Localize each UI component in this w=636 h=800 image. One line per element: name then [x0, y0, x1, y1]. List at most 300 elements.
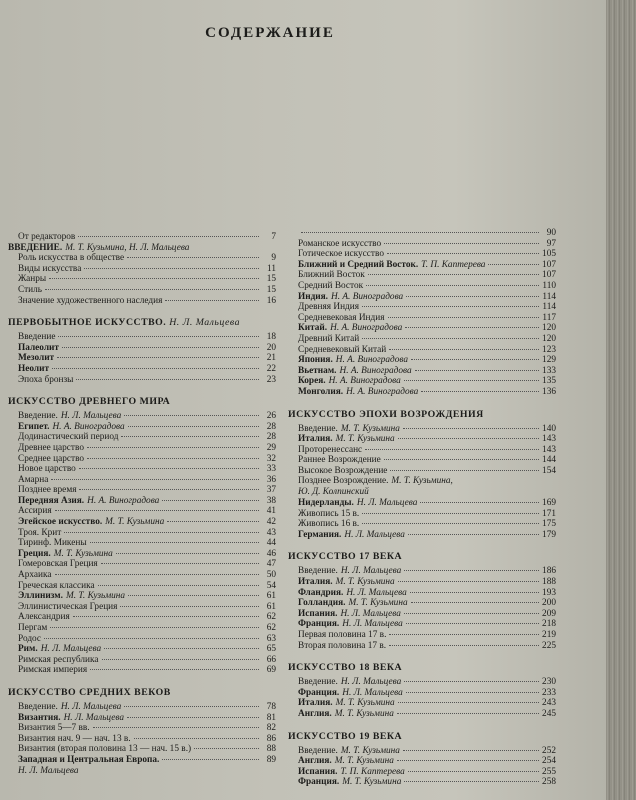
toc-entry-title: Введение. — [298, 423, 338, 434]
toc-entry — [288, 619, 556, 630]
toc-entry-title: Эгейское искусство. — [18, 517, 103, 528]
toc-entry — [8, 655, 276, 666]
toc-entry-title: Нидерланды. — [298, 498, 354, 509]
section-heading-text: ИСКУССТВО 19 ВЕКА — [288, 730, 403, 742]
toc-entry — [8, 713, 276, 724]
dot-leader — [362, 338, 539, 339]
dot-leader — [73, 616, 259, 617]
toc-entry-title: Родос — [18, 633, 42, 644]
toc-page-number: 233 — [542, 687, 556, 698]
toc-entry — [8, 506, 276, 517]
toc-entry-author: М. Т. Кузьмина — [334, 708, 394, 719]
toc-entry-title: Романское искусство — [298, 238, 382, 249]
dot-leader — [404, 781, 539, 782]
dot-leader — [44, 638, 259, 639]
toc-page-number: 15 — [266, 284, 276, 295]
toc-entry — [288, 355, 556, 366]
toc-entry — [8, 264, 276, 275]
section-heading-text: ИСКУССТВО ЭПОХИ ВОЗРОЖДЕНИЯ — [288, 408, 484, 420]
toc-entry-title: Новое царство — [18, 464, 76, 475]
toc-entry-title: От редакторов — [18, 232, 76, 242]
toc-entry — [8, 581, 276, 592]
toc-page-number: 81 — [266, 712, 276, 723]
toc-page-number: 37 — [266, 485, 276, 496]
dot-leader — [51, 479, 259, 480]
toc-entry — [288, 698, 556, 709]
toc-page-number: 245 — [542, 708, 556, 719]
toc-page-number: 107 — [542, 270, 556, 281]
toc-page-number: 41 — [266, 506, 276, 517]
toc-entry-title: Введение. — [298, 745, 338, 756]
toc-entry-title: Древний Китай — [298, 333, 360, 344]
toc-entry — [288, 334, 556, 345]
toc-entry — [288, 677, 556, 688]
toc-entry — [288, 709, 556, 720]
dot-leader — [411, 602, 539, 603]
dot-leader — [90, 542, 259, 543]
toc-entry-title: Палеолит — [18, 342, 59, 353]
toc-entry-title: Римская республика — [18, 654, 99, 665]
toc-page-number: 78 — [266, 701, 276, 712]
dot-leader — [405, 327, 539, 328]
dot-leader — [415, 370, 539, 371]
toc-entry-title: Позднее Возрождение. — [298, 476, 389, 487]
toc-entry-author: Н. Л. Мальцева — [60, 701, 122, 712]
dot-leader — [398, 702, 539, 703]
toc-entry-title: Средневековый Китай — [298, 344, 387, 355]
toc-page-number: 18 — [266, 332, 276, 343]
toc-page-number: 133 — [542, 365, 556, 376]
toc-entry — [8, 612, 276, 623]
dot-leader — [127, 717, 259, 718]
dot-leader — [421, 391, 539, 392]
toc-page-number: 61 — [266, 591, 276, 602]
toc-page-number: 143 — [542, 434, 556, 445]
dot-leader — [102, 659, 259, 660]
toc-entry — [8, 591, 276, 602]
toc-entry — [8, 375, 276, 386]
toc-entry — [8, 623, 276, 634]
dot-leader — [368, 274, 539, 275]
dot-leader — [116, 553, 259, 554]
toc-page-number: 43 — [266, 527, 276, 538]
toc-page-number: 47 — [266, 559, 276, 570]
dot-leader — [90, 669, 259, 670]
toc-page-number: 44 — [266, 538, 276, 549]
toc-page-number: 36 — [266, 474, 276, 485]
toc-entry-author: Н. Л. Мальцева — [340, 566, 402, 577]
toc-entry — [288, 566, 556, 577]
dot-leader — [98, 585, 259, 586]
toc-entry — [288, 249, 556, 260]
toc-entry-author: Н. Л. Мальцева — [340, 608, 401, 619]
toc-section-heading — [288, 662, 556, 673]
toc-page-number: 89 — [266, 754, 276, 765]
toc-entry-author: Т. П. Каптерева — [340, 766, 405, 777]
toc-entry-author: Н. А. Виноградова — [330, 323, 403, 334]
toc-section-heading — [8, 317, 276, 328]
toc-page-number: 90 — [546, 228, 556, 238]
dot-leader — [406, 296, 539, 297]
toc-entry — [288, 588, 556, 599]
toc-page-number: 123 — [542, 344, 556, 355]
toc-section-heading — [288, 731, 556, 742]
dot-leader — [420, 502, 539, 503]
toc-entry — [288, 498, 556, 509]
toc-entry-author: Н. Л. Мальцева — [63, 712, 125, 723]
toc-entry-title: Живопись 16 в. — [298, 519, 360, 530]
dot-leader — [128, 595, 259, 596]
toc-entry-author: М. Т. Кузьмина — [53, 548, 113, 559]
toc-entry-author: Н. Л. Мальцева — [342, 619, 403, 630]
toc-entry-title: Франция. — [298, 619, 340, 630]
dot-leader — [124, 706, 259, 707]
toc-entry-title: Первая половина 17 в. — [298, 630, 387, 640]
dot-leader — [398, 581, 539, 582]
dot-leader — [127, 257, 259, 258]
toc-entry — [8, 734, 276, 745]
toc-entry-title: Византия нач. 9 — нач. 13 в. — [18, 733, 131, 744]
toc-entry-author: М. Т. Кузьмина — [340, 423, 400, 434]
toc-entry-title: Позднее время — [18, 485, 77, 496]
toc-entry — [8, 411, 276, 422]
toc-entry-title: Италия. — [298, 698, 333, 709]
dot-leader — [387, 253, 539, 254]
toc-page-number: 50 — [266, 570, 276, 581]
toc-entry-title: Ближний и Средний Восток. — [298, 259, 419, 270]
toc-entry-title: Пергам — [18, 623, 48, 633]
toc-entry — [8, 559, 276, 570]
toc-page-number: 82 — [266, 723, 276, 734]
toc-entry — [8, 432, 276, 443]
toc-entry — [8, 332, 276, 343]
toc-entry-title: Корея. — [298, 376, 326, 387]
dot-leader — [404, 380, 539, 381]
dot-leader — [62, 347, 259, 348]
dot-leader — [397, 760, 539, 761]
toc-page-number: 63 — [266, 633, 276, 644]
toc-page-number: 88 — [266, 744, 276, 755]
toc-entry-author: Н. Л. Мальцева — [346, 587, 407, 598]
toc-entry — [288, 424, 556, 435]
toc-entry-author: Н. Л. Мальцева — [344, 529, 405, 540]
toc-entry — [288, 630, 556, 641]
toc-entry — [8, 517, 276, 528]
toc-page-number: 38 — [266, 495, 276, 506]
toc-page-number: 110 — [542, 280, 556, 291]
toc-entry — [8, 285, 276, 296]
toc-page-number: 255 — [542, 766, 556, 777]
toc-entry-title: Введение. — [18, 701, 58, 712]
toc-entry-title: Ближний Восток — [298, 270, 365, 281]
dot-leader — [79, 468, 259, 469]
dot-leader — [388, 317, 539, 318]
toc-entry — [8, 644, 276, 655]
toc-entry — [288, 641, 556, 652]
toc-entry — [288, 260, 556, 271]
toc-entry-title: Введение — [18, 332, 56, 343]
section-heading-author: Н. Л. Мальцева — [169, 317, 240, 329]
toc-entry — [288, 756, 556, 767]
toc-page-number: 21 — [266, 353, 276, 364]
dot-leader — [52, 368, 259, 369]
toc-entry-title: Англия. — [298, 756, 332, 767]
toc-entry — [8, 232, 276, 243]
toc-entry-author: Н. А. Виноградова — [346, 386, 419, 397]
toc-entry-title: Эллинистическая Греция — [18, 601, 118, 612]
toc-entry — [288, 598, 556, 609]
toc-page-number: 154 — [542, 465, 556, 476]
toc-entry — [8, 464, 276, 475]
page-title: СОДЕРЖАНИЕ — [205, 25, 335, 41]
toc-entry-title: Япония. — [298, 355, 333, 366]
toc-page-number: 120 — [542, 333, 556, 344]
toc-entry-title: Роль искусства в обществе — [18, 253, 125, 264]
toc-page-number: 143 — [542, 444, 556, 455]
toc-entry — [288, 688, 556, 699]
toc-page-number: 54 — [266, 580, 276, 591]
dot-leader — [57, 357, 259, 358]
toc-entry-author: Н. А. Виноградова — [328, 376, 401, 387]
toc-right-column — [288, 228, 556, 788]
toc-entry-title: Виды искусства — [18, 263, 82, 274]
toc-entry — [8, 454, 276, 465]
dot-leader — [120, 606, 259, 607]
toc-entry-title: Троя. Крит — [18, 527, 62, 538]
dot-leader — [121, 436, 259, 437]
dot-leader — [398, 438, 539, 439]
section-heading-text: ИСКУССТВО 17 ВЕКА — [288, 551, 403, 563]
toc-entry-author: М. Т. Кузьмина — [340, 745, 400, 756]
dot-leader — [365, 449, 539, 450]
toc-entry — [288, 239, 556, 250]
toc-entry-title: ВВЕДЕНИЕ. — [8, 242, 63, 253]
toc-entry-title: Значение художественного наследия — [18, 295, 163, 306]
toc-entry — [288, 476, 556, 487]
toc-entry-title: Средний Восток — [298, 280, 364, 291]
toc-page-number: 16 — [266, 295, 276, 306]
toc-entry-title: Древнее царство — [18, 442, 84, 453]
dot-leader — [410, 592, 539, 593]
toc-page-number: 42 — [266, 517, 276, 528]
toc-entry-author: М. Т. Кузьмина — [334, 756, 394, 767]
dot-leader — [104, 648, 259, 649]
toc-entry-title: Греческая классика — [18, 580, 95, 591]
toc-entry-title: Александрия — [18, 612, 70, 623]
dot-leader — [162, 759, 259, 760]
toc-entry-author: Н. А. Виноградова — [331, 291, 404, 302]
toc-page-number: 175 — [542, 519, 556, 530]
toc-page-number: 169 — [542, 498, 556, 509]
toc-page-number: 243 — [542, 698, 556, 709]
page-edge — [606, 0, 636, 800]
dot-leader — [389, 349, 539, 350]
dot-leader — [64, 532, 259, 533]
dot-leader — [128, 426, 259, 427]
dot-leader — [406, 692, 539, 693]
toc-entry-title: Италия. — [298, 434, 333, 445]
toc-entry — [288, 519, 556, 530]
toc-entry-title: Передняя Азия. — [18, 495, 85, 506]
toc-entry — [288, 509, 556, 520]
toc-entry — [8, 296, 276, 307]
toc-entry-author: Ю. Д. Колпинский — [298, 487, 369, 498]
toc-entry — [8, 496, 276, 507]
section-heading-text: ИСКУССТВО ДРЕВНЕГО МИРА — [8, 396, 171, 408]
dot-leader — [78, 236, 259, 237]
dot-leader — [167, 521, 259, 522]
toc-entry — [8, 485, 276, 496]
toc-entry-title: Монголия. — [298, 386, 344, 397]
toc-entry — [8, 602, 276, 613]
toc-entry-title: Византия. — [18, 712, 61, 723]
toc-section-heading — [288, 409, 556, 420]
toc-entry — [8, 243, 276, 254]
toc-entry-title: Вьетнам. — [298, 365, 337, 376]
dot-leader — [45, 289, 259, 290]
toc-page-number: 120 — [542, 323, 556, 334]
toc-entry-author: Н. Л. Мальцева — [356, 498, 418, 509]
toc-entry-author: М. Т. Кузьмина, — [391, 476, 453, 487]
toc-entry — [288, 455, 556, 466]
section-heading-text: ИСКУССТВО СРЕДНИХ ВЕКОВ — [8, 686, 171, 698]
toc-page-number: 258 — [542, 777, 556, 788]
toc-entry-title: Жанры — [18, 274, 47, 285]
toc-entry — [8, 343, 276, 354]
toc-entry — [288, 345, 556, 356]
dot-leader — [408, 534, 539, 535]
dot-leader — [411, 359, 539, 360]
toc-entry — [288, 746, 556, 757]
toc-left-column — [8, 232, 276, 777]
toc-entry — [8, 422, 276, 433]
toc-entry-title: Готическое искусство — [298, 249, 384, 260]
toc-entry-title: Византия (вторая половина 13 — нач. 15 в.) — [18, 744, 192, 755]
dot-leader — [408, 771, 539, 772]
toc-entry-title: Гомеровская Греция — [18, 559, 98, 570]
toc-entry — [288, 387, 556, 398]
toc-page-number: 171 — [542, 508, 556, 519]
toc-page-number: 7 — [271, 232, 276, 242]
dot-leader — [93, 727, 259, 728]
toc-entry — [8, 253, 276, 264]
toc-page-number: 66 — [266, 654, 276, 665]
toc-page-number: 193 — [542, 587, 556, 598]
toc-entry-title: Введение. — [298, 677, 338, 688]
toc-page-number: 114 — [542, 302, 556, 313]
toc-entry-title: Живопись 15 в. — [298, 508, 360, 519]
toc-entry — [288, 270, 556, 281]
dot-leader — [362, 513, 539, 514]
toc-page-number: 11 — [267, 263, 276, 274]
dot-leader — [87, 447, 259, 448]
toc-entry-continuation — [8, 766, 276, 777]
toc-entry — [8, 549, 276, 560]
toc-entry — [288, 292, 556, 303]
toc-entry-title: Эллинизм. — [18, 591, 63, 602]
dot-leader — [301, 232, 539, 233]
dot-leader — [84, 268, 259, 269]
toc-entry — [8, 274, 276, 285]
toc-entry — [8, 443, 276, 454]
toc-page-number: 26 — [266, 411, 276, 422]
toc-page-number: 186 — [542, 566, 556, 577]
dot-leader — [49, 278, 259, 279]
dot-leader — [384, 459, 539, 460]
toc-entry — [288, 530, 556, 541]
dot-leader — [488, 264, 539, 265]
toc-entry — [288, 777, 556, 788]
toc-entry-title: Архаика — [18, 570, 52, 581]
toc-entry-author: М. Т. Кузьмина — [335, 434, 395, 445]
toc-entry-title: Среднее царство — [18, 453, 85, 464]
toc-page-number: 23 — [266, 374, 276, 385]
toc-page-number: 28 — [266, 432, 276, 443]
toc-entry-title: Раннее Возрождение — [298, 455, 381, 466]
toc-section-heading — [288, 551, 556, 562]
toc-entry — [288, 302, 556, 313]
toc-page-number: 114 — [542, 291, 556, 302]
toc-entry-title: Римская империя — [18, 665, 88, 676]
toc-entry-author: Т. П. Каптерева — [421, 259, 486, 270]
dot-leader — [403, 428, 539, 429]
toc-entry — [288, 434, 556, 445]
dot-leader — [55, 510, 259, 511]
toc-page-number: 61 — [266, 601, 276, 612]
toc-entry-author: М. Т. Кузьмина — [335, 698, 395, 709]
dot-leader — [403, 750, 539, 751]
toc-entry-author: М. Т. Кузьмина — [65, 591, 126, 602]
toc-page-number: 97 — [546, 238, 556, 249]
toc-entry — [8, 665, 276, 676]
toc-entry-title: Франция. — [298, 777, 340, 788]
toc-entry-title: Проторенессанс — [298, 444, 363, 455]
toc-entry-title: Западная и Центральная Европа. — [18, 754, 160, 765]
dot-leader — [101, 563, 259, 564]
toc-page-number: 140 — [542, 423, 556, 434]
toc-entry-title: Англия. — [298, 708, 332, 719]
toc-entry-author: М. Т. Кузьмина — [105, 517, 165, 528]
toc-entry-author: Н. Л. Мальцева — [40, 644, 102, 655]
toc-entry — [288, 466, 556, 477]
toc-entry-title: Древняя Индия — [298, 302, 360, 313]
toc-entry — [288, 445, 556, 456]
toc-page-number: 62 — [266, 612, 276, 623]
toc-page-number: 15 — [266, 274, 276, 285]
dot-leader — [404, 570, 539, 571]
toc-page-number: 209 — [542, 608, 556, 619]
toc-entry-author: М. Т. Кузьмина, Н. Л. Мальцева — [65, 242, 190, 253]
dot-leader — [362, 523, 539, 524]
dot-leader — [124, 415, 259, 416]
toc-entry-title: Египет. — [18, 421, 50, 432]
section-heading-text: ИСКУССТВО 18 ВЕКА — [288, 662, 403, 674]
dot-leader — [404, 681, 539, 682]
dot-leader — [397, 713, 539, 714]
toc-page-number: 252 — [542, 745, 556, 756]
dot-leader — [389, 634, 539, 635]
section-heading-text: ПЕРВОБЫТНОЕ ИСКУССТВО. — [8, 317, 167, 329]
dot-leader — [134, 738, 259, 739]
toc-entry-title: Стиль — [18, 284, 42, 295]
dot-leader — [165, 300, 259, 301]
toc-entry-title: Греция. — [18, 548, 51, 559]
toc-section-heading — [8, 687, 276, 698]
toc-entry — [8, 538, 276, 549]
toc-page-number: 29 — [266, 442, 276, 453]
toc-page-number: 20 — [266, 342, 276, 353]
toc-entry — [8, 634, 276, 645]
